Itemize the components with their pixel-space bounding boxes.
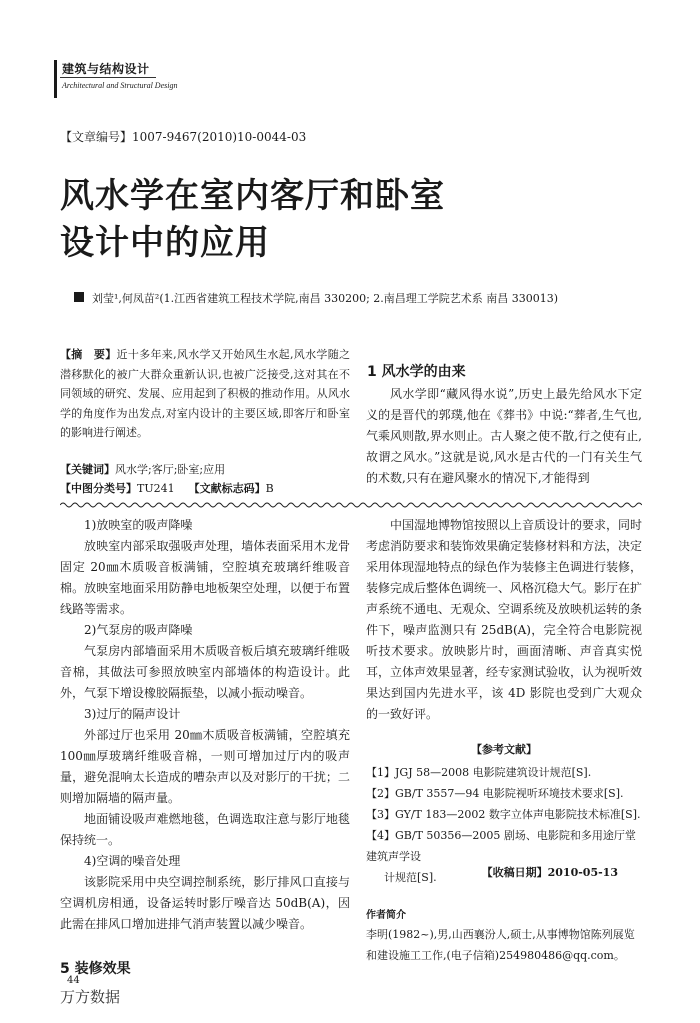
- paragraph-2: 气泵房内部墙面采用木质吸音板后填充玻璃纤维吸音棉，其做法可参照放映室内部墙体的构造设计。此外，气泵下增设橡胶隔振垫，以减小振动噪音。: [60, 644, 350, 700]
- paragraph-5: 该影院采用中央空调控制系统，影厅排风口直接与空调机房相通，设备运转时影厅噪音达 50dB(A)，因此需在排风口增加进排气消声装置以减少噪音。: [60, 875, 350, 931]
- abstract-text: 近十多年来,风水学又开始风生水起,风水学随之潜移默化的被广大群众重新认识,也被广泛接受,这对其在不同领域的研究、发展、应用起到了积极的推动作用。从风水学的角度作为出发点,对室内设计的主要区域,即客厅和卧室的影响进行阐述。: [60, 348, 351, 439]
- subheading-2: 2)气泵房的吸声降噪: [84, 623, 193, 637]
- doc-code-label: 【文献标志码】: [188, 482, 266, 495]
- paragraph-3: 外部过厅也采用 20㎜木质吸音板满铺，空腔填充 100㎜厚玻璃纤维吸音棉，一则可增加过厅内的吸声量，避免混响太长造成的嘈杂声以及对影厅的干扰；二则增加隔墙的隔声量。: [60, 728, 350, 805]
- references-title: 【参考文献】: [471, 743, 537, 756]
- section-5-heading: 5 装修效果: [60, 961, 131, 977]
- keywords-text: 风水学;客厅;卧室;应用: [115, 463, 226, 476]
- page-number: 44: [67, 975, 80, 986]
- clc-label: 【中图分类号】: [60, 482, 137, 495]
- reference-item-continued: 计规范[S].: [384, 871, 437, 884]
- journal-name-cn: 建筑与结构设计: [62, 62, 150, 76]
- title-line-2: 设计中的应用: [60, 223, 270, 263]
- author-intro-text: 李明(1982~),男,山西襄汾人,硕士,从事博物馆陈列展览和建设施工工作,(电子信箱)254980486@qq.com。: [366, 928, 635, 962]
- right-column: [366, 515, 642, 725]
- author-intro-label: 作者简介: [366, 910, 406, 921]
- reference-item: 【3】GY/T 183—2002 数字立体声电影院技术标准[S].: [366, 808, 641, 821]
- watermark: 万方数据: [60, 988, 121, 1006]
- section-1-text: [366, 384, 642, 489]
- classification: [60, 480, 350, 496]
- keywords-label: 【关键词】: [60, 463, 115, 476]
- authors: 刘莹¹,何凤苗²(1.江西省建筑工程技术学院,南昌 330200; 2.南昌理工学院艺术系 南昌 330013): [92, 292, 559, 305]
- subheading-3: 3)过厅的隔声设计: [84, 707, 181, 721]
- header-rule: [60, 77, 156, 78]
- journal-name-en: Architectural and Structural Design: [62, 81, 178, 90]
- clc-value: TU241: [137, 482, 175, 495]
- reference-item: 【4】GB/T 50356—2005 剧场、电影院和多用途厅堂建筑声学设: [366, 829, 636, 863]
- keywords: [60, 461, 350, 477]
- left-column: [60, 515, 350, 935]
- header-bar: [54, 60, 57, 98]
- reference-item: 【1】JGJ 58—2008 电影院建筑设计规范[S].: [366, 766, 592, 779]
- paragraph-4: 地面铺设吸声难燃地毯，色调选取注意与影厅地毯保持统一。: [60, 812, 350, 847]
- received-date: 【收稿日期】2010-05-13: [481, 866, 618, 879]
- paragraph-1: 放映室内部采取强吸声处理，墙体表面采用木龙骨固定 20㎜木质吸音板满铺，空腔填充玻璃纤维吸音棉。放映室地面采用防静电地板架空处理，以便于布置线路等需求。: [60, 539, 350, 616]
- article-number: 【文章编号】1007-9467(2010)10-0044-03: [60, 130, 307, 144]
- reference-item: 【2】GB/T 3557—94 电影院视听环境技术要求[S].: [366, 787, 624, 800]
- author-square-icon: [74, 292, 84, 302]
- section-1-paragraph: 风水学即“藏风得水说”,历史上最先给风水下定义的是晋代的郭璞,他在《葬书》中说:“葬者,生气也,气乘风则散,界水则止。古人聚之使不散,行之使有止,故谓之风水。”这就是说,风水是古代的一门有关生气的术数,只有在避风聚水的情况下,才能得到: [366, 387, 642, 485]
- wavy-divider: [60, 501, 642, 509]
- abstract-label: 【摘 要】: [60, 348, 117, 361]
- section-1-heading: 1 风水学的由来: [367, 364, 466, 380]
- subheading-1: 1)放映室的吸声降噪: [84, 518, 193, 532]
- title-line-1: 风水学在室内客厅和卧室: [60, 176, 445, 216]
- abstract: [60, 345, 350, 443]
- right-paragraph-1: 中国湿地博物馆按照以上音质设计的要求，同时考虑消防要求和装饰效果确定装修材料和方法，决定采用体现湿地特点的绿色作为装修主色调进行装修，装修完成后整体色调统一、风格沉稳大气。影厅在扩声系统不通电、无观众、空调系统及放映机运转的条件下，噪声监测只有 25dB(A)，完全符合电影院视听技术要求。放映影片时，画面清晰、声音真实悦耳，立体声效果显著，经专家测试验收，认为视听效果达到国内先进水平，该 4D 影院也受到广大观众的一致好评。: [366, 518, 643, 721]
- doc-code-value: B: [265, 482, 274, 495]
- subheading-4: 4)空调的噪音处理: [84, 854, 181, 868]
